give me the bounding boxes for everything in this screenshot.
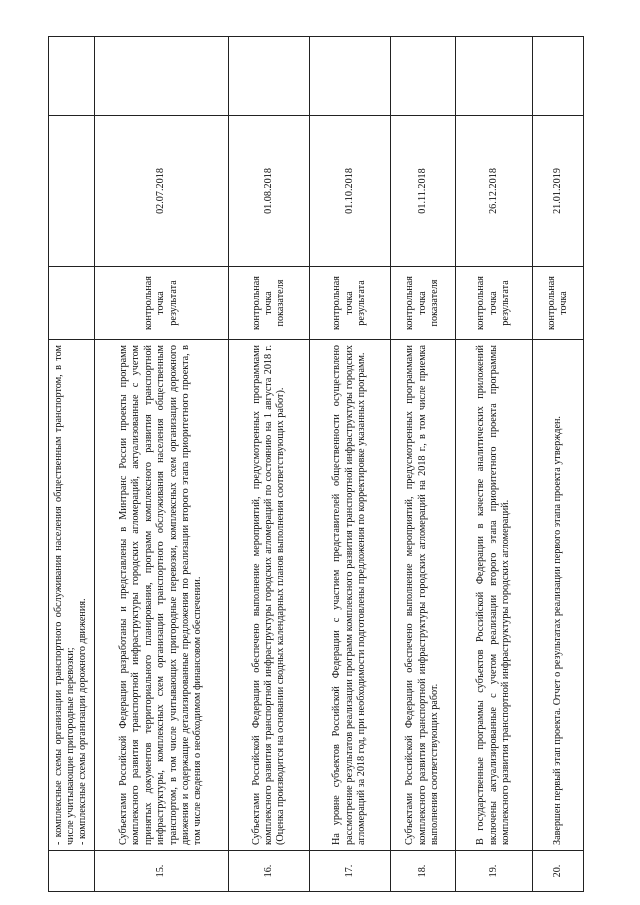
row-number: 19. (455, 851, 533, 892)
row-date: 01.08.2018 (229, 116, 310, 267)
row-number: 16. (229, 851, 310, 892)
row-type: контрольная точка показателя (229, 267, 310, 340)
table-row (229, 37, 310, 892)
table-row (391, 37, 456, 892)
row-extra (391, 37, 456, 116)
row-extra (310, 37, 391, 116)
row-number: 17. (310, 851, 391, 892)
row-date: 01.10.2018 (310, 116, 391, 267)
row-description: Субъектами Российской Федерации разработаны и представлены в Минтранс России проекты программ комплексного развития транспортной инфраструктуры городских агломераций, актуализованные с учетом принятых документов территориального планирования, программ комплексного развития транспортной инфраструктуры, комплексных схем организации транспортного обслуживания населения общественным транспортом, в том числе учитывающих пригородные перевозки, комплексных схем организации дорожного движения и содержащие детализированные предложения по реализации второго этапа приоритетного проекта, в том числе сведения о необходимом финансовом обеспечении. (94, 340, 229, 851)
row-type: контрольная точка (533, 267, 584, 340)
row-number: 18. (391, 851, 456, 892)
row-extra (49, 37, 95, 116)
row-description: Завершен первый этап проекта. Отчет о результатах реализации первого этапа проекта утвержден. (533, 340, 584, 851)
rotated-sheet (48, 92, 584, 892)
row-extra (533, 37, 584, 116)
table-row (455, 37, 533, 892)
row-type: контрольная точка показателя (391, 267, 456, 340)
table-row (310, 37, 391, 892)
row-extra (455, 37, 533, 116)
row-type: контрольная точка результата (94, 267, 229, 340)
row-type (49, 267, 95, 340)
row-extra (229, 37, 310, 116)
schedule-table (48, 36, 584, 892)
row-extra (94, 37, 229, 116)
row-number: 20. (533, 851, 584, 892)
table-row (49, 37, 95, 892)
schedule-table-body (49, 37, 584, 892)
row-description: На уровне субъектов Российской Федерации с участием представителей общественности осуществлено рассмотрение результатов реализации программ комплексного развития транспортной инфраструктуры городских агломераций за 2018 год, при необходимости подготовлены предложения по корректировке указанных программ. (310, 340, 391, 851)
table-row (533, 37, 584, 892)
row-description: Субъектами Российской Федерации обеспечено выполнение мероприятий, предусмотренных программами комплексного развития транспортной инфраструктуры городских агломераций по состоянию на 1 августа 2018 г. (Оценка производится на основании сводных календарных планов выполнения соответствующих работ). (229, 340, 310, 851)
row-date: 26.12.2018 (455, 116, 533, 267)
row-number (49, 851, 95, 892)
row-date: 21.01.2019 (533, 116, 584, 267)
row-description: - комплексные схемы организации транспортного обслуживания населения общественным транспортом, в том числе учитывающие пригородные перевозки; - комплексные схемы организации дорожного движения. (49, 340, 95, 851)
row-date: 01.11.2018 (391, 116, 456, 267)
row-date (49, 116, 95, 267)
row-description: Субъектами Российской Федерации обеспечено выполнение мероприятий, предусмотренных программами комплексного развития транспортной инфраструктуры городских агломераций на 2018 г., в том числе приемка выполнения соответствующих работ. (391, 340, 456, 851)
table-row (94, 37, 229, 892)
row-type: контрольная точка результата (310, 267, 391, 340)
row-description: В государственные программы субъектов Российской Федерации в качестве аналитических приложений включены актуализированные с учетом реализации второго этапа приоритетного проекта программы комплексного развития транспортной инфраструктуры городских агломераций. (455, 340, 533, 851)
row-date: 02.07.2018 (94, 116, 229, 267)
row-number: 15. (94, 851, 229, 892)
row-type: контрольная точка результата (455, 267, 533, 340)
